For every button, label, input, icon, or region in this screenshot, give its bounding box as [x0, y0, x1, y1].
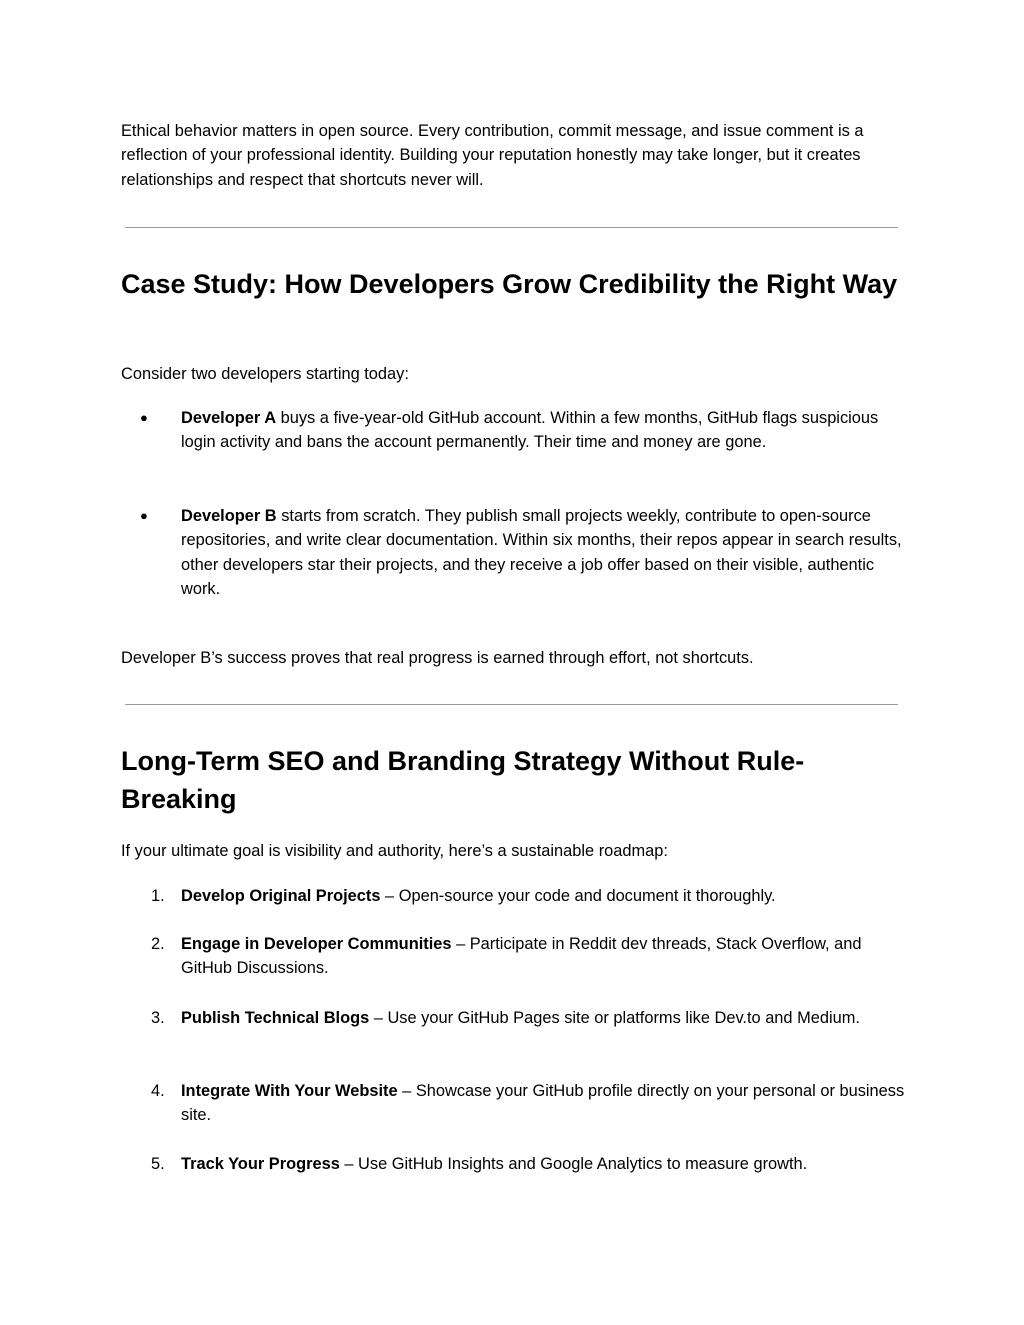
intro-paragraph: Ethical behavior matters in open source. Every contribution, commit message, and issue comment is a reflection of your professional identity. Building your reputation honestly may take longer, but it creates relationships and respect that shortcuts never will.: [121, 122, 864, 189]
list-item: [121, 504, 906, 601]
case-study-intro: Consider two developers starting today:: [121, 365, 409, 383]
divider: [125, 704, 898, 705]
item-bold: Publish Technical Blogs: [181, 1009, 370, 1027]
item-bold: Develop Original Projects: [181, 887, 381, 905]
list-item: [121, 884, 906, 908]
item-text: – Use your GitHub Pages site or platforms like Dev.to and Medium.: [369, 1009, 860, 1027]
case-study-conclusion: Developer B’s success proves that real progress is earned through effort, not shortcuts.: [121, 649, 754, 667]
item-bold: Track Your Progress: [181, 1155, 340, 1173]
item-text: – Open-source your code and document it thoroughly.: [380, 887, 776, 905]
item-number: 1.: [151, 887, 165, 905]
case-study-heading: Case Study: How Developers Grow Credibility the Right Way: [121, 269, 898, 299]
item-bold: Engage in Developer Communities: [181, 935, 452, 953]
seo-heading: Long-Term SEO and Branding Strategy Without Rule-Breaking: [121, 746, 805, 814]
bullet-icon: ●: [140, 410, 148, 425]
list-item: [121, 406, 906, 455]
item-number: 4.: [151, 1082, 165, 1100]
item-number: 5.: [151, 1155, 165, 1173]
item-text: – Showcase your GitHub profile directly on your personal or business site.: [181, 1082, 905, 1125]
list-item: [121, 1006, 906, 1030]
divider: [125, 227, 898, 228]
item-bold: Integrate With Your Website: [181, 1082, 398, 1100]
list-item: [121, 1079, 906, 1128]
list-item: [121, 932, 906, 981]
item-text: – Participate in Reddit dev threads, Stack Overflow, and GitHub Discussions.: [181, 935, 862, 978]
item-number: 2.: [151, 935, 165, 953]
bullet-icon: ●: [140, 508, 148, 523]
item-bold: Developer B: [181, 507, 277, 525]
item-number: 3.: [151, 1009, 165, 1027]
item-text: buys a five-year-old GitHub account. Within a few months, GitHub flags suspicious login activity and bans the account permanently. Their time and money are gone.: [181, 409, 879, 452]
item-text: – Use GitHub Insights and Google Analytics to measure growth.: [339, 1155, 808, 1173]
list-item: [121, 1152, 906, 1176]
seo-intro: If your ultimate goal is visibility and authority, here’s a sustainable roadmap:: [121, 842, 668, 860]
item-bold: Developer A: [181, 409, 277, 427]
item-text: starts from scratch. They publish small projects weekly, contribute to open-source repositories, and write clear documentation. Within six months, their repos appear in search results, other developers star their projects, and they receive a job offer based on their visible, authentic work.: [181, 507, 902, 598]
